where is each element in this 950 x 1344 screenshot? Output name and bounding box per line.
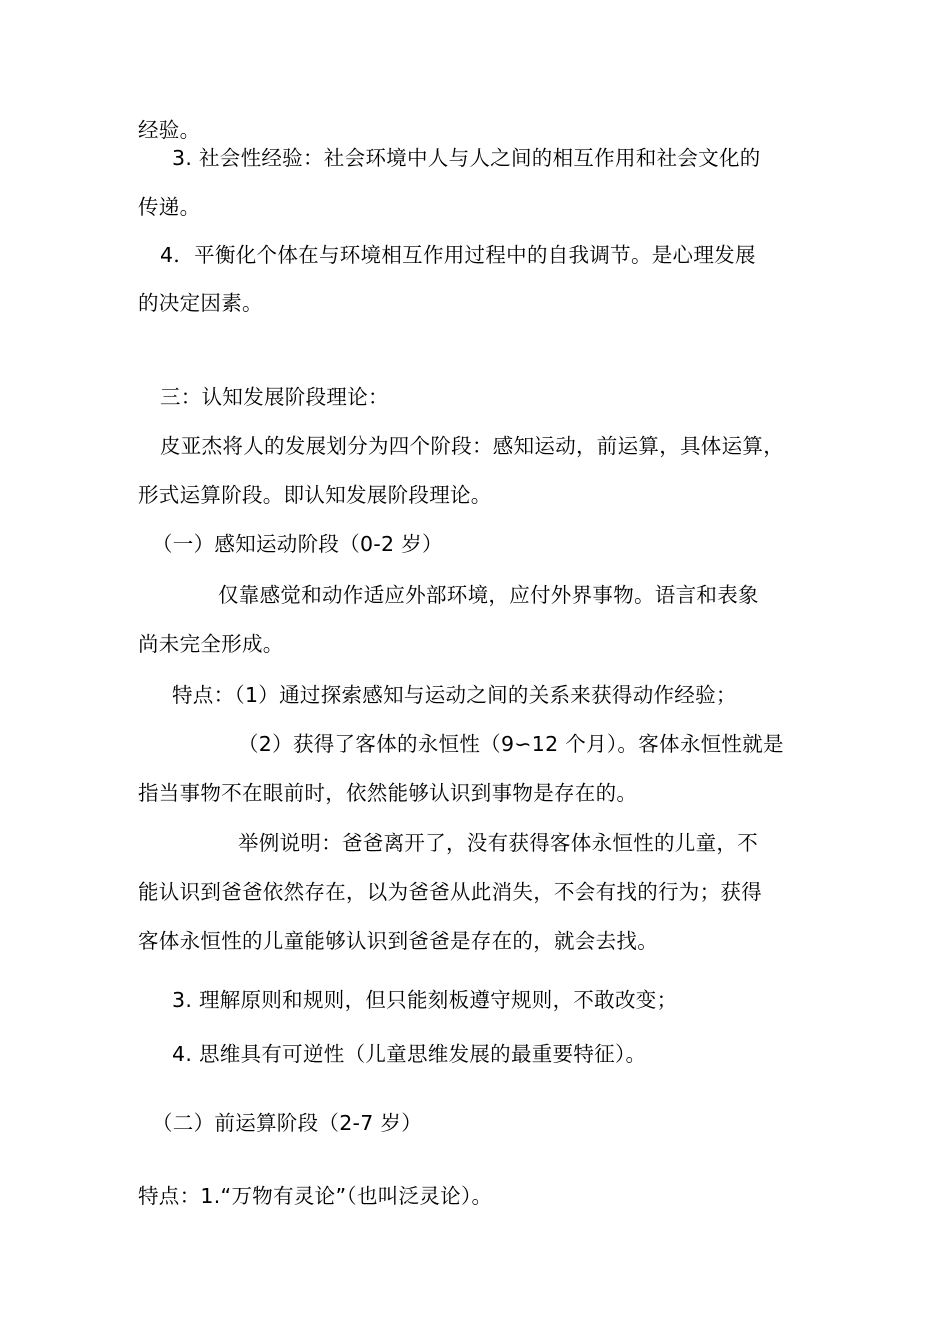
text-line: 4. 思维具有可逆性（儿童思维发展的最重要特征）。 xyxy=(172,1042,647,1066)
text-line: 传递。 xyxy=(138,195,201,219)
subsection-heading: （二）前运算阶段（2-7 岁） xyxy=(152,1111,422,1135)
text-line: 客体永恒性的儿童能够认识到爸爸是存在的，就会去找。 xyxy=(138,929,658,953)
text-line: 特点：（1）通过探索感知与运动之间的关系来获得动作经验； xyxy=(172,683,737,707)
text-line: 尚未完全形成。 xyxy=(138,632,284,656)
text-line: 仅靠感觉和动作适应外部环境，应付外界事物。语言和表象 xyxy=(218,583,759,607)
section-heading: 三：认知发展阶段理论： xyxy=(160,385,389,409)
text-line: 3. 社会性经验：社会环境中人与人之间的相互作用和社会文化的 xyxy=(172,146,761,170)
text-line: 4．平衡化个体在与环境相互作用过程中的自我调节。是心理发展 xyxy=(160,243,756,267)
text-line: 能认识到爸爸依然存在，以为爸爸从此消失，不会有找的行为；获得 xyxy=(138,880,762,904)
text-line: 的决定因素。 xyxy=(138,291,263,315)
text-line: 形式运算阶段。即认知发展阶段理论。 xyxy=(138,483,492,507)
text-line: 举例说明：爸爸离开了，没有获得客体永恒性的儿童，不 xyxy=(238,831,758,855)
subsection-heading: （一）感知运动阶段（0-2 岁） xyxy=(152,532,443,556)
text-line: 3. 理解原则和规则，但只能刻板遵守规则，不敢改变； xyxy=(172,988,678,1012)
text-line: 特点：1.“万物有灵论”（也叫泛灵论）。 xyxy=(138,1184,493,1208)
text-line: （2）获得了客体的永恒性（9∽12 个月）。客体永恒性就是 xyxy=(238,732,784,756)
text-line: 指当事物不在眼前时，依然能够认识到事物是存在的。 xyxy=(138,781,638,805)
text-line: 皮亚杰将人的发展划分为四个阶段：感知运动，前运算，具体运算， xyxy=(160,434,784,458)
text-line: 经验。 xyxy=(138,118,201,142)
